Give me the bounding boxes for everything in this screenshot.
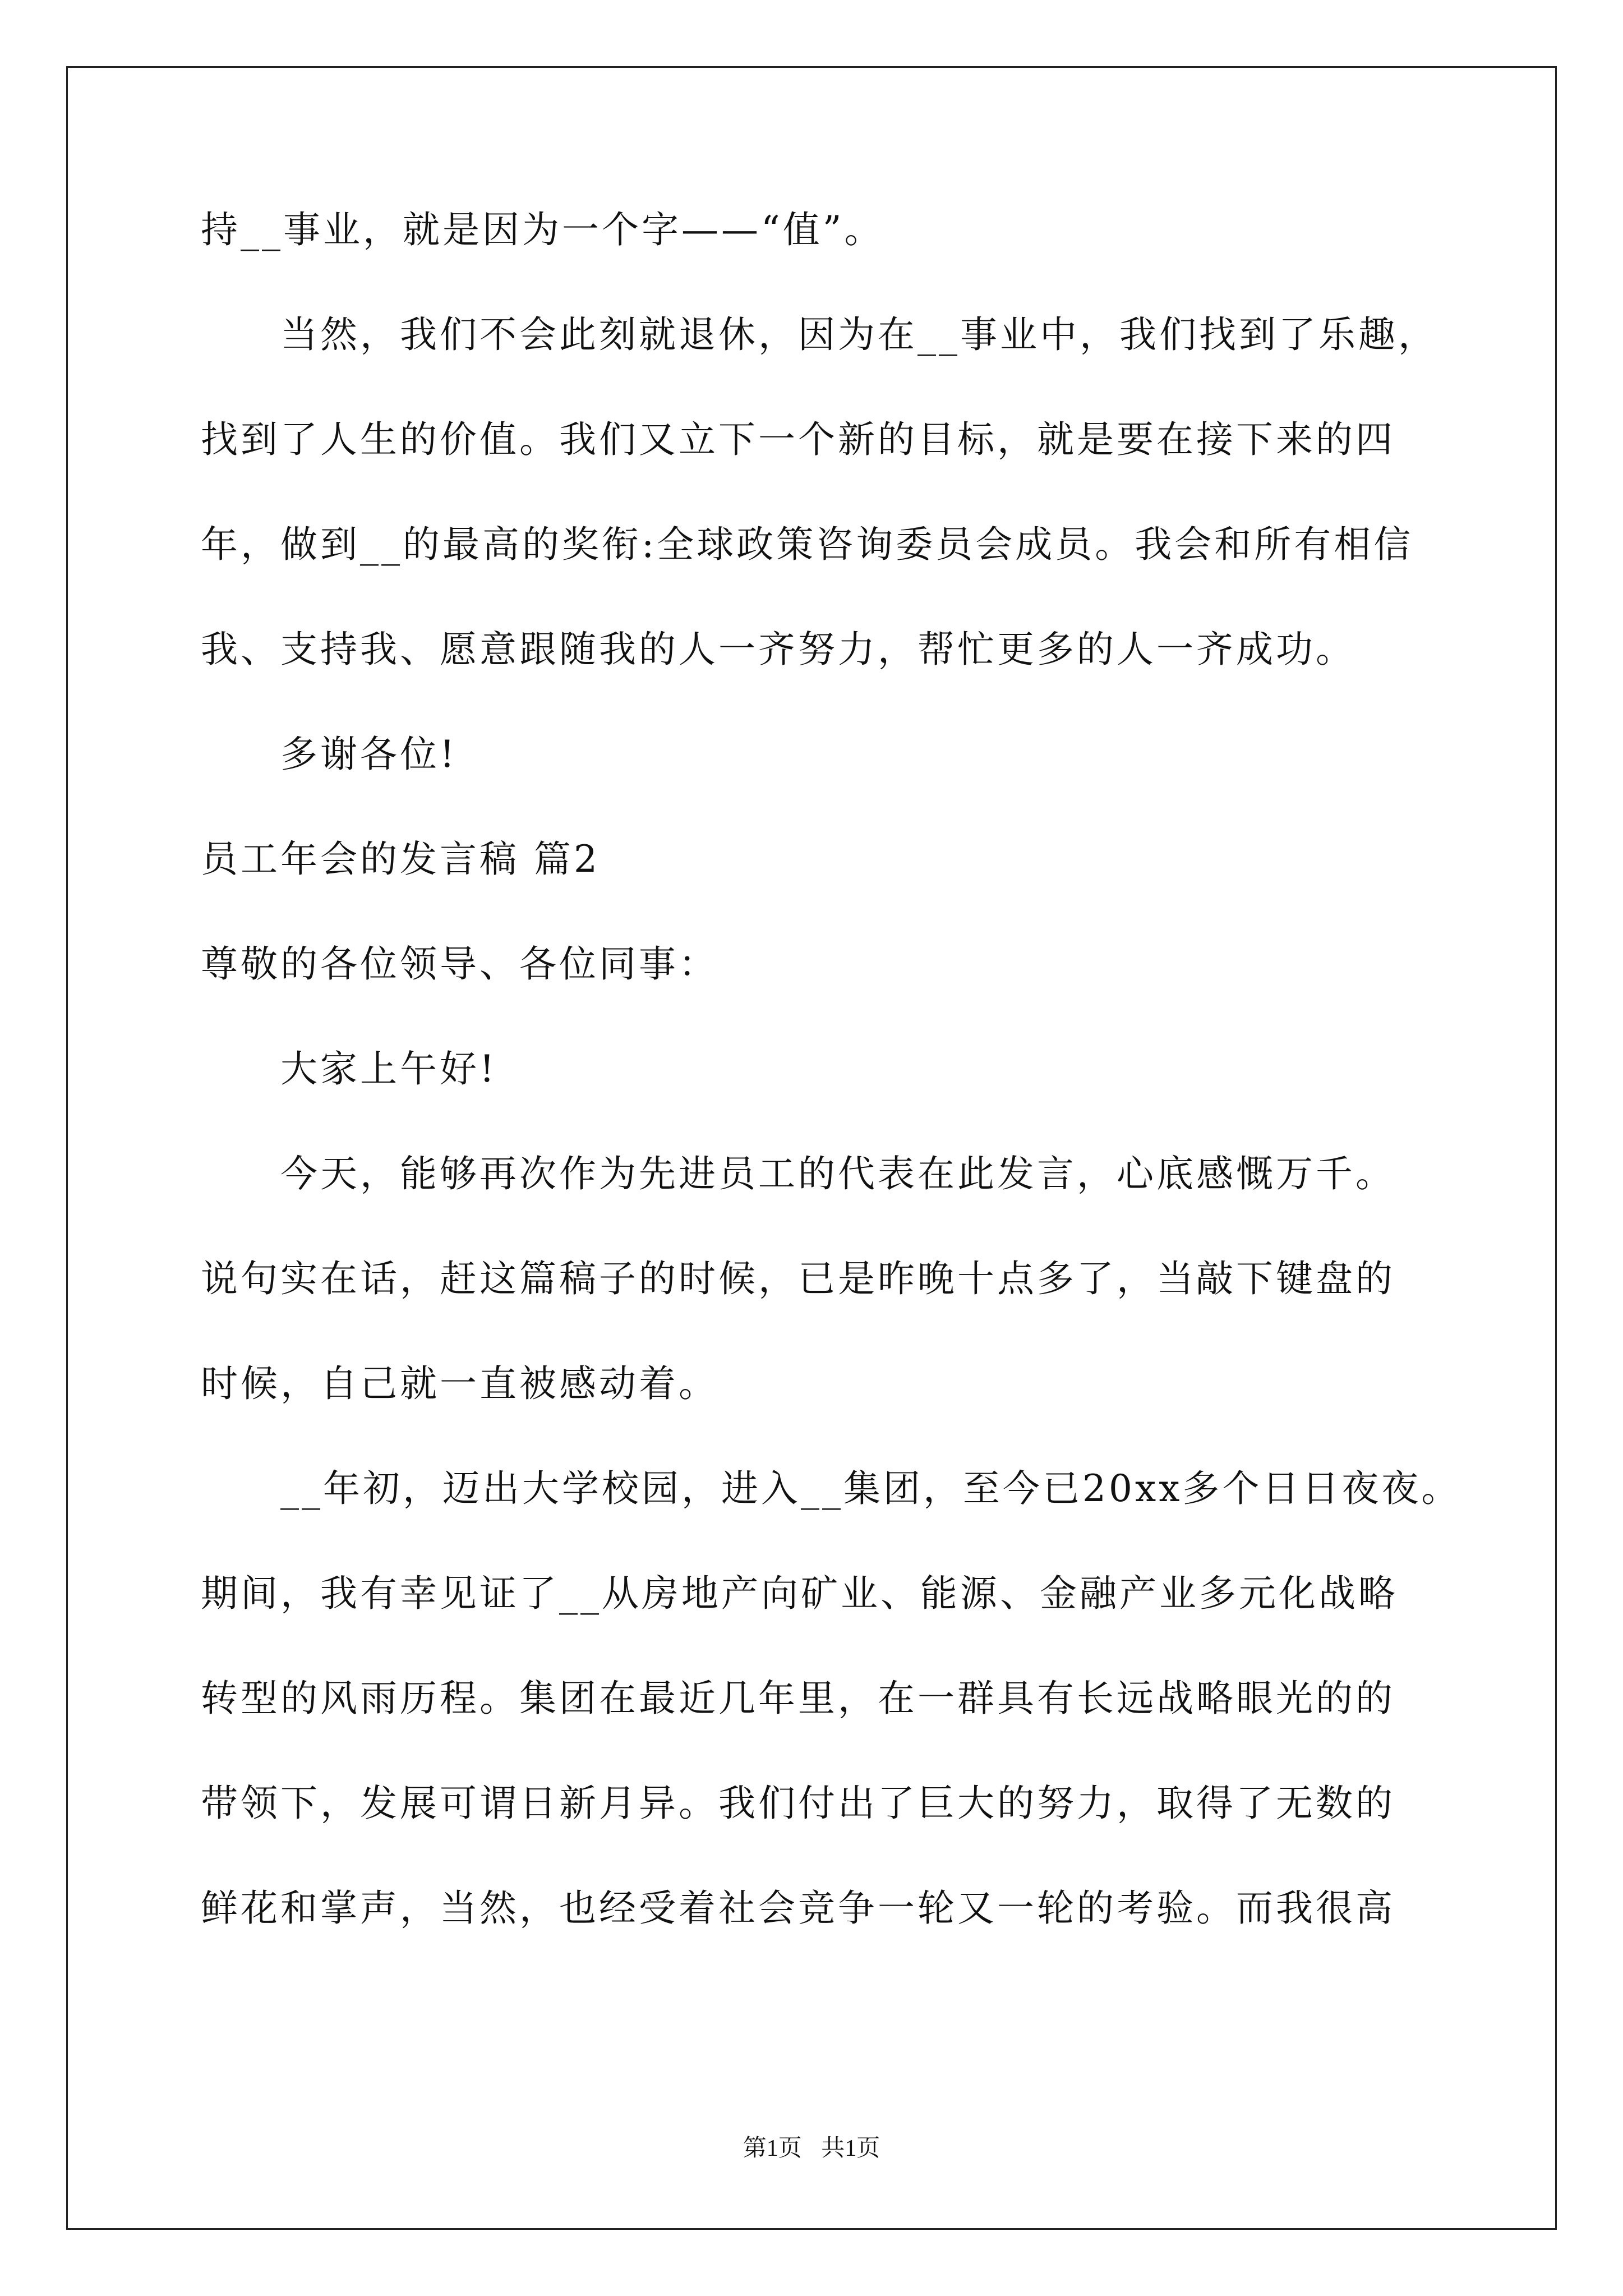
paragraph-line: 带领下，发展可谓日新月异。我们付出了巨大的努力，取得了无数的 — [201, 1782, 1395, 1825]
paragraph-line: 时候，自己就一直被感动着。 — [201, 1362, 718, 1405]
paragraph-line: 鲜花和掌声，当然，也经受着社会竞争一轮又一轮的考验。而我很高 — [201, 1887, 1395, 1930]
paragraph-line: 持__事业，就是因为一个字——“值”。 — [201, 208, 884, 251]
salutation: 尊敬的各位领导、各位同事： — [201, 942, 718, 986]
paragraph-line: 期间，我有幸见证了__从房地产向矿业、能源、金融产业多元化战略 — [201, 1572, 1398, 1615]
paragraph-line: 说句实在话，赶这篇稿子的时候，已是昨晚十点多了，当敲下键盘的 — [201, 1257, 1395, 1300]
paragraph-line: __年初，迈出大学校园，进入__集团，至今已20xx多个日日夜夜。 — [280, 1467, 1461, 1510]
page-footer — [0, 2132, 1623, 2165]
section-heading: 员工年会的发言稿 篇2 — [201, 838, 600, 881]
paragraph-line: 今天，能够再次作为先进员工的代表在此发言，心底感慨万千。 — [280, 1152, 1395, 1195]
page-number-current: 第1页 — [743, 2136, 802, 2161]
paragraph-line: 当然，我们不会此刻就退休，因为在__事业中，我们找到了乐趣， — [280, 313, 1438, 356]
paragraph-line: 我、支持我、愿意跟随我的人一齐努力，帮忙更多的人一齐成功。 — [201, 628, 1355, 671]
closing-line: 多谢各位! — [280, 733, 458, 776]
paragraph-line: 转型的风雨历程。集团在最近几年里，在一群具有长远战略眼光的的 — [201, 1677, 1395, 1720]
paragraph-line: 找到了人生的价值。我们又立下一个新的目标，就是要在接下来的四 — [201, 418, 1395, 461]
greeting: 大家上午好! — [280, 1047, 497, 1091]
page-number-total: 共1页 — [821, 2136, 880, 2161]
paragraph-line: 年，做到__的最高的奖衔:全球政策咨询委员会成员。我会和所有相信 — [201, 523, 1414, 566]
